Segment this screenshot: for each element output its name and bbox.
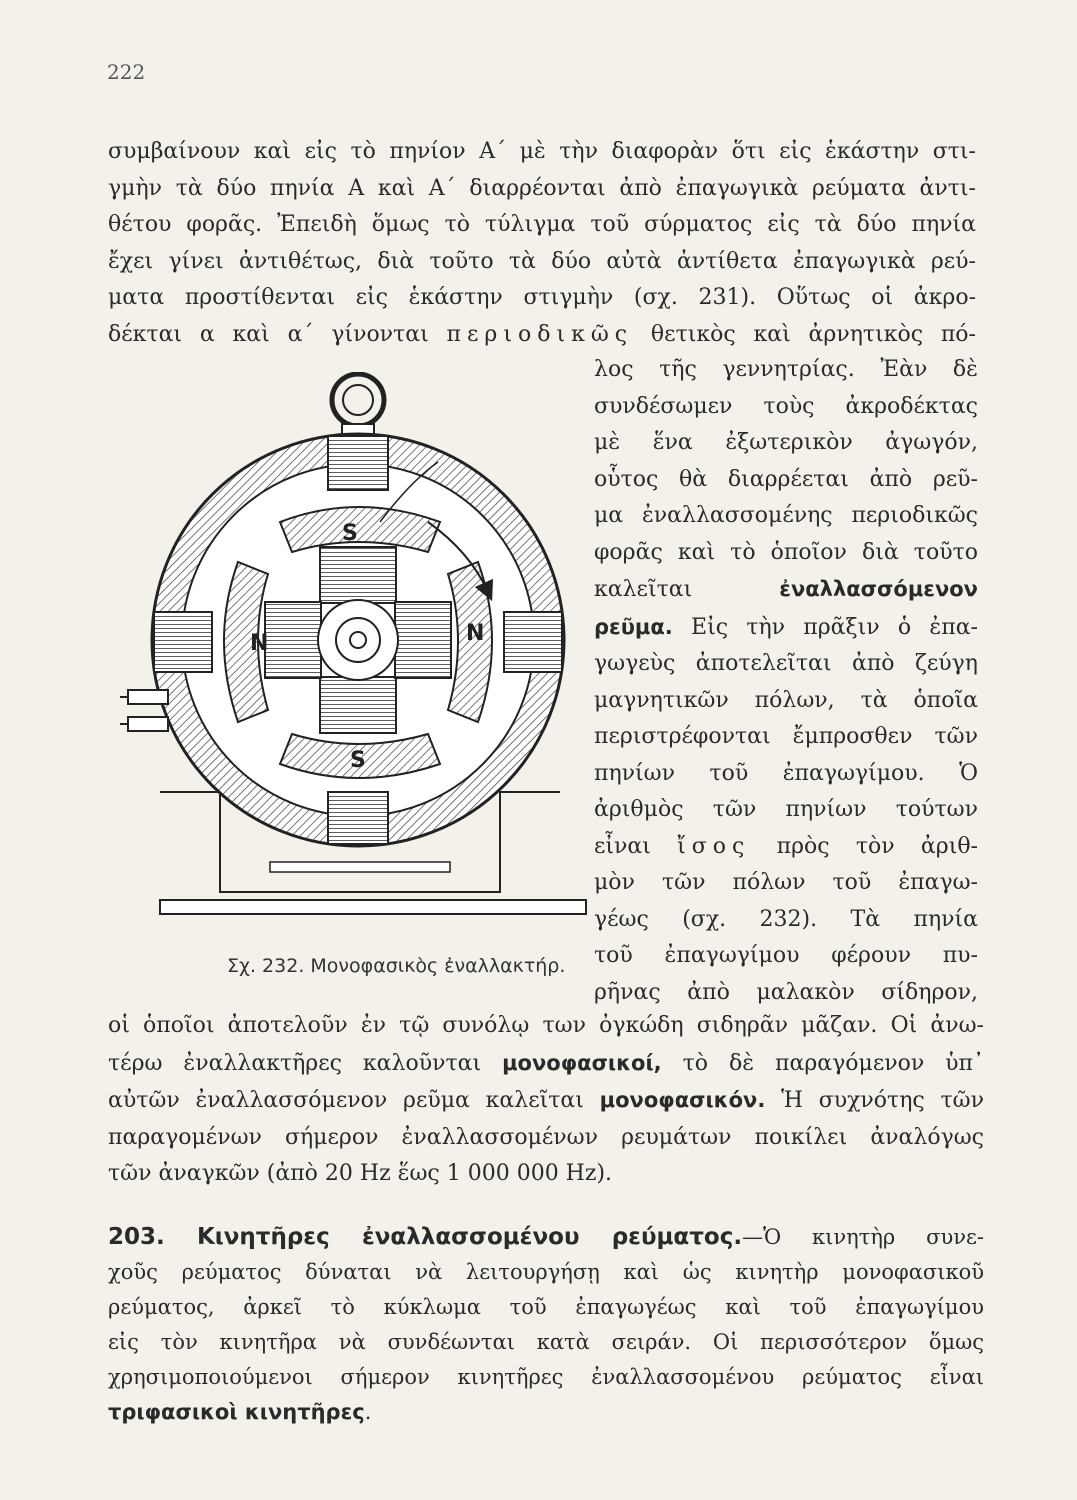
bold-term: μονοφασικόν. xyxy=(599,1088,766,1112)
text-line: πηνίων τοῦ ἐπαγωγίμου. Ὁ xyxy=(594,760,978,786)
line-text: . xyxy=(364,1400,372,1424)
text-line xyxy=(594,609,978,647)
text-line: εἰς τὸν κινητῆρα νὰ συνδέωνται κατὰ σειράν. Οἱ περισσότερον ὅμως xyxy=(108,1330,984,1354)
line-text: καλεῖται xyxy=(594,577,693,602)
bold-term: τριφασικοὶ κινητῆρες xyxy=(108,1400,365,1424)
alternator-figure xyxy=(110,372,590,932)
text-line: ρεύματος, ἀρκεῖ τὸ κύκλωμα τοῦ ἐπαγωγέως καὶ τοῦ ἐπαγωγίμου xyxy=(108,1295,984,1319)
text-line xyxy=(594,571,978,609)
text-line: ἀριθμὸς τῶν πηνίων τούτων xyxy=(594,797,978,822)
text-line: γωγεὺς ἀποτελεῖται ἀπὸ ζεύγη xyxy=(594,651,978,676)
page-number: 222 xyxy=(107,60,146,84)
text-line: μα ἐναλλασσομένης περιοδικῶς xyxy=(594,503,978,528)
text-line: μαγνητικῶν πόλων, τὰ ὁποῖα xyxy=(594,687,978,713)
alternator-drawing xyxy=(110,372,590,932)
text-line: συμβαίνουν καὶ εἰς τὸ πηνίον Α΄ μὲ τὴν διαφορὰν ὅτι εἰς ἑκάστην στι- xyxy=(108,139,976,164)
text-line: μὸν τῶν πόλων τοῦ ἐπαγω- xyxy=(594,870,978,895)
section-heading-line xyxy=(108,1220,984,1255)
text-line: συνδέσωμεν τοὺς ἀκροδέκτας xyxy=(594,393,978,419)
text-line xyxy=(594,829,978,866)
text-line xyxy=(108,317,976,354)
text-line: χοῦς ρεύματος δύναται νὰ λειτουργήσῃ καὶ ὡς κινητὴρ μονοφασικοῦ xyxy=(108,1260,984,1284)
text-line xyxy=(108,1395,984,1430)
section-203 xyxy=(108,1220,984,1430)
line-text: Ἡ συχνότης τῶν xyxy=(781,1088,984,1113)
terminals xyxy=(120,690,168,731)
line-text: εἶναι xyxy=(594,833,651,859)
line-text: —Ὁ κινητὴρ συνε- xyxy=(742,1225,984,1249)
figure-caption: Σχ. 232. Μονοφασικὸς ἐναλλακτήρ. xyxy=(227,955,566,977)
text-line: τῶν ἀναγκῶν (ἀπὸ 20 Hz ἕως 1 000 000 Hz). xyxy=(108,1161,613,1186)
line-text: Εἰς τὴν πρᾶξιν ὁ ἐπα- xyxy=(691,614,978,640)
text-line: ἔχει γίνει ἀντιθέτως, διὰ τοῦτο τὰ δύο αὐτὰ ἀντίθετα ἐπαγωγικὰ ρεύ- xyxy=(108,248,976,274)
line-text: δέκται α καὶ α΄ γίνονται xyxy=(108,321,429,347)
text-line: ρῆνας ἀπὸ μαλακὸν σίδηρον, xyxy=(594,979,978,1005)
paragraph-top xyxy=(108,134,976,353)
text-line: λος τῆς γεννητρίας. Ἐὰν δὲ xyxy=(594,357,978,382)
line-text: πρὸς τὸν ἀριθ- xyxy=(776,833,978,859)
right-column-text xyxy=(594,352,978,1011)
bold-term: ρεῦμα. xyxy=(594,614,673,639)
bold-term: μονοφασικοί, xyxy=(502,1050,662,1075)
paragraph-bottom xyxy=(108,1008,984,1193)
lifting-eye xyxy=(332,374,384,438)
text-line: οἱ ὁποῖοι ἀποτελοῦν ἐν τῷ συνόλῳ των ὀγκώδη σιδηρᾶν μᾶζαν. Οἱ ἀνω- xyxy=(108,1013,984,1038)
pole-label-south-bottom: S xyxy=(350,748,366,773)
bold-term: ἐναλλασσόμενον xyxy=(779,577,978,601)
text-line: παραγομένων σήμερον ἐναλλασσομένων ρευμάτων ποικίλει ἀναλόγως xyxy=(108,1124,984,1150)
pole-label-north-right: N xyxy=(466,621,485,646)
pole-label-south-top: S xyxy=(342,521,358,546)
text-line: περιστρέφονται ἔμπροσθεν τῶν xyxy=(594,724,978,749)
line-text: αὐτῶν ἐναλλασσόμενον ρεῦμα καλεῖται xyxy=(108,1088,584,1113)
text-line: θέτου φορᾶς. Ἐπειδὴ ὅμως τὸ τύλιγμα τοῦ σύρματος εἰς τὰ δύο πηνία xyxy=(108,212,976,237)
rotor-hub xyxy=(318,600,398,680)
text-line: ματα προστίθενται εἰς ἑκάστην στιγμὴν (σχ. 231). Οὕτως οἱ ἀκρο- xyxy=(108,285,976,310)
line-text: τέρω ἐναλλακτῆρες καλοῦνται xyxy=(108,1050,482,1076)
text-line xyxy=(108,1082,984,1120)
text-line xyxy=(108,1045,984,1083)
spaced-word: περιοδικῶς xyxy=(446,321,634,347)
text-line: φορᾶς καὶ τὸ ὁποῖον διὰ τοῦτο xyxy=(594,539,978,565)
text-line: χρησιμοποιούμενοι σήμερον κινητῆρες ἐναλλασσομένου ρεύματος εἶναι xyxy=(108,1365,984,1389)
text-line: τοῦ ἐπαγωγίμου φέρουν πυ- xyxy=(594,943,978,968)
text-line: οὗτος θὰ διαρρέεται ἀπὸ ρεῦ- xyxy=(594,466,978,492)
line-text: θετικὸς καὶ ἀρνητικὸς πό- xyxy=(650,321,976,347)
line-text: τὸ δὲ παραγόμενον ὑπ᾽ xyxy=(682,1050,985,1076)
section-heading: 203. Κινητῆρες ἐναλλασσομένου ρεύματος. xyxy=(108,1224,743,1250)
pole-label-north-left: N xyxy=(250,631,269,656)
spaced-word: ἴσος xyxy=(677,833,751,859)
text-line: μὲ ἕνα ἐξωτερικὸν ἀγωγόν, xyxy=(594,430,978,455)
text-line: γέως (σχ. 232). Τὰ πηνία xyxy=(594,906,978,932)
text-line: γμὴν τὰ δύο πηνία Α καὶ Α΄ διαρρέονται ἀπὸ ἐπαγωγικὰ ρεύματα ἀντι- xyxy=(108,175,976,201)
